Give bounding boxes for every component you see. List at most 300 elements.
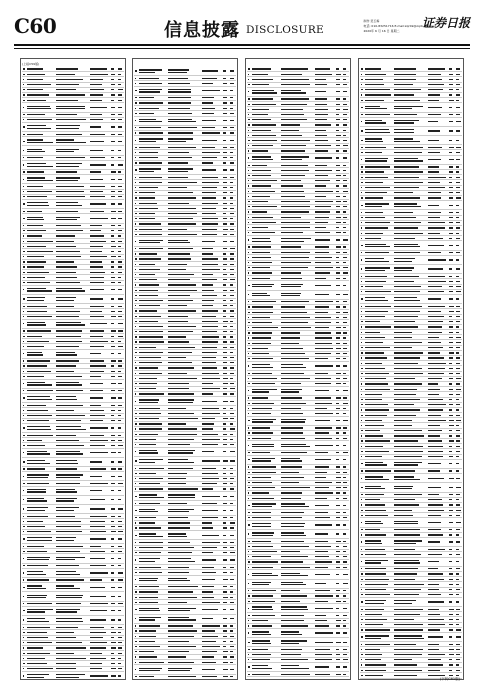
- text-mark: [90, 647, 107, 648]
- text-mark: [361, 84, 362, 85]
- text-mark: [281, 668, 309, 669]
- text-mark: [248, 246, 250, 247]
- text-mark: [90, 218, 108, 219]
- text-mark: [90, 405, 102, 406]
- text-mark: [252, 512, 271, 513]
- text-mark: [135, 102, 137, 103]
- table-cell: [280, 629, 313, 637]
- table-cell: [110, 339, 117, 343]
- text-mark: [202, 127, 215, 128]
- text-mark: [202, 108, 216, 109]
- text-mark: [135, 662, 136, 663]
- table-cell: [364, 88, 393, 92]
- table-cell: [222, 361, 229, 365]
- text-mark: [343, 306, 346, 307]
- table-cell: [117, 184, 124, 188]
- text-mark: [252, 466, 276, 467]
- table-row: [134, 556, 236, 565]
- text-mark: [456, 89, 459, 90]
- table-cell: [335, 250, 342, 254]
- text-mark: [168, 586, 197, 587]
- text-mark: [202, 352, 217, 353]
- table-cell: [201, 506, 223, 514]
- table-cell: [280, 174, 313, 178]
- table-cell: [117, 350, 124, 358]
- text-mark: [90, 565, 106, 566]
- table-cell: [335, 411, 342, 415]
- text-mark: [315, 232, 331, 233]
- text-mark: [248, 348, 250, 349]
- table-cell: [26, 641, 55, 645]
- table-cell: [117, 339, 124, 343]
- text-mark: [139, 591, 158, 592]
- table-cell: [167, 665, 200, 673]
- table-cell: [335, 357, 342, 361]
- text-mark: [394, 108, 412, 109]
- text-mark: [168, 336, 185, 337]
- table-cell: [222, 501, 229, 505]
- text-mark: [230, 510, 233, 511]
- table-cell: [201, 411, 223, 415]
- table-cell: [110, 175, 117, 183]
- text-mark: [135, 439, 137, 440]
- text-mark: [118, 272, 122, 273]
- text-mark: [23, 410, 24, 411]
- text-mark: [449, 100, 454, 101]
- table-cell: [89, 93, 111, 97]
- table-cell: [201, 376, 223, 380]
- text-mark: [248, 438, 250, 439]
- table-cell: [280, 658, 313, 662]
- text-mark: [428, 152, 440, 153]
- table-cell: [117, 625, 124, 629]
- table-cell: [55, 260, 88, 264]
- text-mark: [281, 546, 308, 547]
- text-mark: [230, 636, 234, 637]
- table-cell: [314, 396, 336, 400]
- table-cell: [117, 83, 124, 87]
- table-cell: [117, 630, 124, 634]
- text-mark: [223, 460, 227, 461]
- text-mark: [23, 68, 25, 69]
- text-mark: [315, 654, 333, 655]
- text-mark: [281, 517, 302, 518]
- table-cell: [364, 156, 393, 164]
- text-mark: [202, 503, 218, 504]
- text-mark: [168, 567, 189, 568]
- table-cell: [222, 411, 229, 415]
- text-mark: [27, 346, 44, 347]
- text-mark: [139, 572, 162, 573]
- table-cell: [342, 376, 349, 380]
- table-cell: [167, 273, 200, 277]
- table-cell: [55, 93, 88, 97]
- text-mark: [135, 290, 137, 291]
- text-mark: [27, 68, 43, 69]
- table-cell: [110, 656, 117, 660]
- text-mark: [90, 230, 102, 231]
- table-cell: [26, 616, 55, 624]
- text-mark: [135, 451, 136, 452]
- text-mark: [90, 306, 104, 307]
- text-mark: [139, 511, 158, 512]
- text-mark: [118, 203, 121, 204]
- text-mark: [135, 258, 137, 259]
- text-mark: [248, 487, 250, 488]
- text-mark: [139, 408, 160, 409]
- text-mark: [230, 572, 233, 573]
- table-cell: [229, 117, 236, 125]
- text-mark: [248, 556, 249, 557]
- text-mark: [315, 211, 330, 212]
- text-mark: [27, 460, 45, 461]
- text-mark: [90, 668, 102, 669]
- table-cell: [251, 387, 280, 395]
- table-cell: [201, 237, 223, 245]
- table-cell: [55, 646, 88, 650]
- text-mark: [139, 157, 158, 158]
- table-cell: [55, 83, 88, 87]
- text-mark: [252, 322, 272, 323]
- table-cell: [201, 624, 223, 628]
- text-mark: [394, 152, 421, 153]
- text-mark: [252, 438, 271, 439]
- text-mark: [223, 108, 227, 109]
- text-mark: [27, 108, 51, 109]
- text-mark: [27, 330, 51, 331]
- table-cell: [167, 406, 200, 410]
- text-mark: [139, 341, 164, 342]
- text-mark: [56, 196, 85, 197]
- text-mark: [248, 420, 250, 421]
- table-cell: [138, 237, 167, 245]
- table-cell: [251, 271, 280, 275]
- text-mark: [27, 565, 48, 566]
- table-cell: [280, 331, 313, 335]
- text-mark: [118, 632, 121, 633]
- table-cell: [222, 175, 229, 179]
- text-mark: [248, 232, 249, 233]
- text-mark: [135, 503, 136, 504]
- table-cell: [342, 624, 349, 628]
- text-mark: [223, 357, 227, 358]
- text-mark: [135, 113, 137, 114]
- text-mark: [252, 74, 268, 75]
- table-cell: [110, 103, 117, 111]
- text-mark: [281, 74, 302, 75]
- table-cell: [222, 166, 229, 174]
- text-mark: [281, 391, 299, 392]
- text-mark: [139, 316, 161, 317]
- text-mark: [90, 551, 106, 552]
- text-mark: [56, 235, 75, 236]
- text-mark: [252, 397, 268, 398]
- text-mark: [230, 127, 234, 128]
- table-cell: [314, 638, 336, 646]
- table-row: [22, 380, 124, 389]
- text-mark: [315, 632, 333, 633]
- table-cell: [251, 291, 280, 299]
- table-row: [22, 350, 124, 359]
- text-mark: [336, 109, 339, 110]
- table-cell: [26, 394, 55, 402]
- table-cell: [280, 594, 313, 598]
- table-cell: [393, 186, 426, 190]
- text-mark: [56, 68, 78, 69]
- table-cell: [251, 580, 280, 588]
- text-mark: [248, 206, 250, 207]
- text-mark: [315, 649, 330, 650]
- text-mark: [252, 84, 269, 85]
- text-mark: [315, 373, 328, 374]
- text-mark: [315, 222, 329, 223]
- text-mark: [230, 157, 233, 158]
- text-mark: [135, 182, 136, 183]
- text-mark: [281, 573, 300, 574]
- table-cell: [201, 600, 223, 604]
- text-mark: [27, 537, 52, 538]
- text-mark: [230, 618, 234, 619]
- text-mark: [111, 538, 114, 539]
- text-mark: [223, 625, 227, 626]
- text-mark: [56, 396, 75, 397]
- table-cell: [222, 330, 229, 334]
- table-cell: [335, 200, 342, 204]
- table-cell: [280, 215, 313, 219]
- table-cell: [167, 350, 200, 354]
- text-mark: [139, 509, 155, 510]
- text-mark: [90, 171, 101, 172]
- text-mark: [139, 258, 161, 259]
- text-mark: [365, 166, 390, 167]
- text-mark: [315, 390, 330, 391]
- text-mark: [23, 241, 24, 242]
- text-mark: [252, 413, 271, 414]
- table-cell: [427, 118, 449, 126]
- text-mark: [168, 182, 196, 183]
- table-cell: [55, 394, 88, 402]
- text-mark: [248, 625, 249, 626]
- table-cell: [229, 427, 236, 431]
- text-mark: [281, 606, 307, 607]
- text-mark: [230, 496, 234, 497]
- text-mark: [248, 403, 250, 404]
- table-cell: [201, 487, 223, 491]
- text-mark: [202, 609, 219, 610]
- table-cell: [393, 77, 426, 81]
- table-cell: [89, 359, 111, 363]
- table-cell: [364, 136, 393, 144]
- text-mark: [111, 461, 114, 462]
- text-mark: [56, 597, 82, 598]
- table-cell: [229, 406, 236, 410]
- table-cell: [229, 660, 236, 664]
- text-mark: [23, 323, 24, 324]
- table-cell: [110, 72, 117, 76]
- text-mark: [315, 91, 326, 92]
- text-mark: [118, 663, 121, 664]
- text-mark: [139, 290, 158, 291]
- table-cell: [89, 458, 111, 466]
- table-cell: [280, 250, 313, 254]
- text-mark: [168, 388, 188, 389]
- table-cell: [117, 190, 124, 194]
- text-mark: [315, 583, 326, 584]
- text-mark: [343, 232, 346, 233]
- text-mark: [168, 473, 186, 474]
- text-mark: [139, 331, 163, 332]
- text-mark: [27, 483, 49, 484]
- table-cell: [251, 128, 280, 132]
- text-mark: [336, 408, 340, 409]
- text-mark: [315, 227, 326, 228]
- text-mark: [111, 341, 114, 342]
- text-mark: [252, 278, 270, 279]
- text-mark: [223, 269, 226, 270]
- text-mark: [230, 90, 233, 91]
- text-mark: [27, 396, 50, 397]
- table-cell: [167, 427, 200, 431]
- text-mark: [23, 353, 24, 354]
- text-mark: [252, 595, 273, 596]
- text-mark: [202, 602, 220, 603]
- text-mark: [139, 533, 156, 534]
- table-cell: [229, 161, 236, 165]
- text-mark: [27, 79, 43, 80]
- table-cell: [335, 451, 342, 455]
- table-cell: [117, 214, 124, 222]
- text-mark: [202, 97, 214, 98]
- text-mark: [361, 182, 363, 183]
- table-row: [134, 448, 236, 457]
- table-cell: [280, 149, 313, 153]
- table-cell: [117, 505, 124, 513]
- text-mark: [111, 186, 115, 187]
- table-cell: [342, 470, 349, 474]
- table-cell: [280, 255, 313, 259]
- text-mark: [315, 104, 328, 105]
- table-cell: [251, 436, 280, 440]
- table-cell: [138, 361, 167, 365]
- text-mark: [223, 651, 227, 652]
- text-mark: [252, 458, 275, 459]
- text-mark: [202, 241, 215, 242]
- table-cell: [314, 401, 336, 405]
- text-mark: [315, 262, 332, 263]
- table-cell: [201, 257, 223, 261]
- text-mark: [281, 191, 303, 192]
- text-mark: [361, 171, 363, 172]
- text-mark: [365, 182, 383, 183]
- table-row: [22, 394, 124, 403]
- text-mark: [361, 94, 362, 95]
- table-cell: [110, 350, 117, 358]
- text-mark: [230, 503, 233, 504]
- table-cell: [110, 641, 117, 645]
- table-cell: [89, 472, 111, 480]
- text-mark: [343, 222, 346, 223]
- text-mark: [252, 567, 273, 568]
- table-row: [360, 136, 462, 145]
- table-cell: [280, 107, 313, 111]
- table-cell: [314, 236, 336, 244]
- text-mark: [139, 418, 159, 419]
- text-mark: [23, 235, 24, 236]
- text-mark: [223, 522, 226, 523]
- text-mark: [343, 595, 346, 596]
- table-cell: [26, 496, 55, 504]
- text-mark: [111, 114, 114, 115]
- table-cell: [229, 382, 236, 386]
- table-cell: [280, 128, 313, 132]
- text-mark: [202, 113, 215, 114]
- text-mark: [111, 346, 115, 347]
- table-cell: [393, 165, 426, 169]
- text-mark: [202, 253, 213, 254]
- text-mark: [56, 609, 80, 610]
- text-mark: [336, 191, 339, 192]
- table-cell: [55, 175, 88, 183]
- text-mark: [168, 533, 186, 534]
- text-mark: [449, 159, 453, 160]
- table-cell: [314, 456, 336, 464]
- text-mark: [135, 579, 136, 580]
- text-mark: [139, 378, 157, 379]
- table-cell: [167, 443, 200, 447]
- table-cell: [138, 540, 167, 544]
- table-cell: [117, 103, 124, 111]
- text-mark: [111, 445, 115, 446]
- table-cell: [117, 569, 124, 577]
- table-cell: [222, 262, 229, 266]
- table-cell: [314, 77, 336, 81]
- table-cell: [342, 205, 349, 209]
- table-cell: [222, 655, 229, 659]
- table-cell: [280, 72, 313, 76]
- table-cell: [117, 554, 124, 562]
- table-cell: [89, 449, 111, 457]
- text-mark: [315, 312, 328, 313]
- table-cell: [314, 475, 336, 479]
- text-mark: [111, 235, 114, 236]
- text-mark: [281, 272, 300, 273]
- table-cell: [251, 261, 280, 265]
- text-mark: [27, 498, 45, 499]
- text-mark: [27, 134, 43, 135]
- table-cell: [393, 150, 426, 154]
- table-cell: [26, 137, 55, 145]
- table-cell: [117, 544, 124, 548]
- text-mark: [90, 526, 105, 527]
- table-cell: [138, 432, 167, 436]
- text-mark: [343, 666, 346, 667]
- table-cell: [26, 359, 55, 363]
- text-mark: [252, 175, 271, 176]
- text-mark: [252, 532, 274, 533]
- text-mark: [281, 159, 301, 160]
- text-mark: [315, 348, 334, 349]
- page-number: C60: [14, 14, 57, 38]
- text-mark: [118, 100, 122, 101]
- table-cell: [117, 315, 124, 319]
- text-mark: [281, 185, 303, 186]
- text-mark: [456, 74, 460, 75]
- table-cell: [110, 578, 117, 582]
- text-mark: [111, 551, 114, 552]
- table-cell: [229, 448, 236, 456]
- text-mark: [168, 72, 186, 73]
- text-mark: [315, 512, 329, 513]
